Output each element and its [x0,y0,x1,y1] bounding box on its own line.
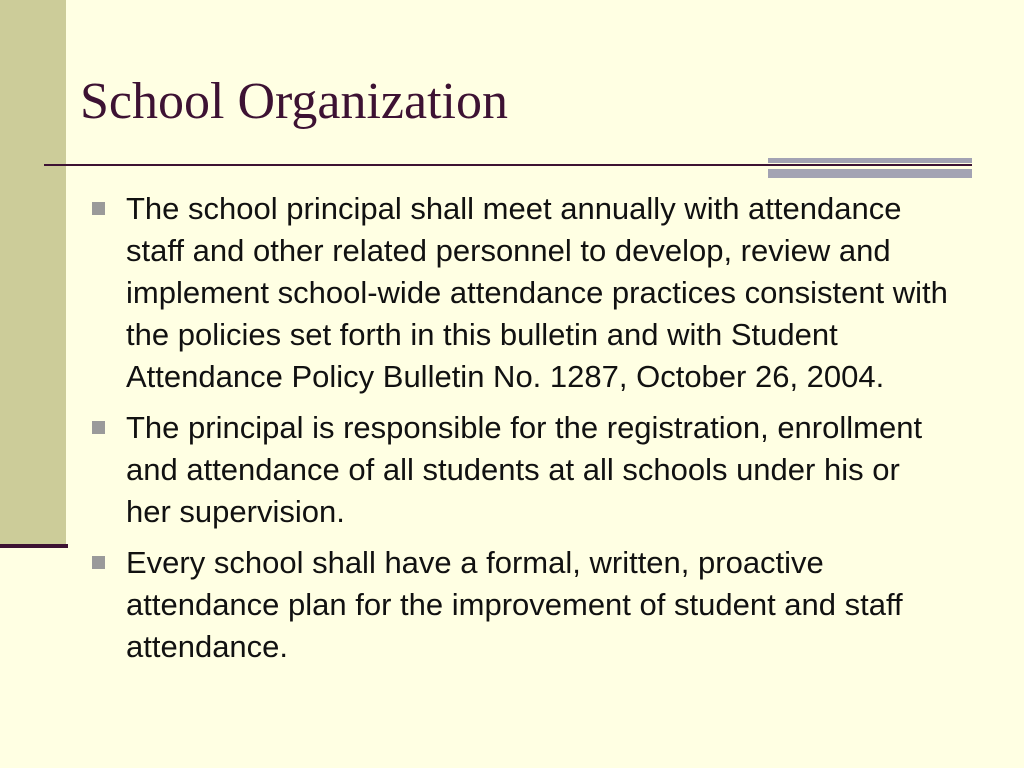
bullet-text: Every school shall have a formal, written, proactive attendance plan for the improvement of student and staff attendance. [126,545,903,664]
bullet-text: The principal is responsible for the registration, enrollment and attendance of all students at all schools under his or her supervision. [126,410,923,529]
bullet-list [92,188,952,677]
square-bullet-icon [92,556,105,569]
square-bullet-icon [92,202,105,215]
slide-title: School Organization [80,73,508,130]
side-band-rule [0,544,68,548]
bullet-item [92,188,952,398]
title-divider [44,164,972,166]
bullet-text: The school principal shall meet annually with attendance staff and other related personnel to develop, review and implement school-wide attendance practices consistent with the policies set forth in this bulletin and with Student Attendance Policy Bulletin No. 1287, October 26, 2004. [126,191,948,394]
accent-bar-top [768,158,972,163]
square-bullet-icon [92,421,105,434]
bullet-item [92,542,952,668]
bullet-item [92,407,952,533]
accent-bar-bottom [768,169,972,178]
side-band [0,0,66,548]
